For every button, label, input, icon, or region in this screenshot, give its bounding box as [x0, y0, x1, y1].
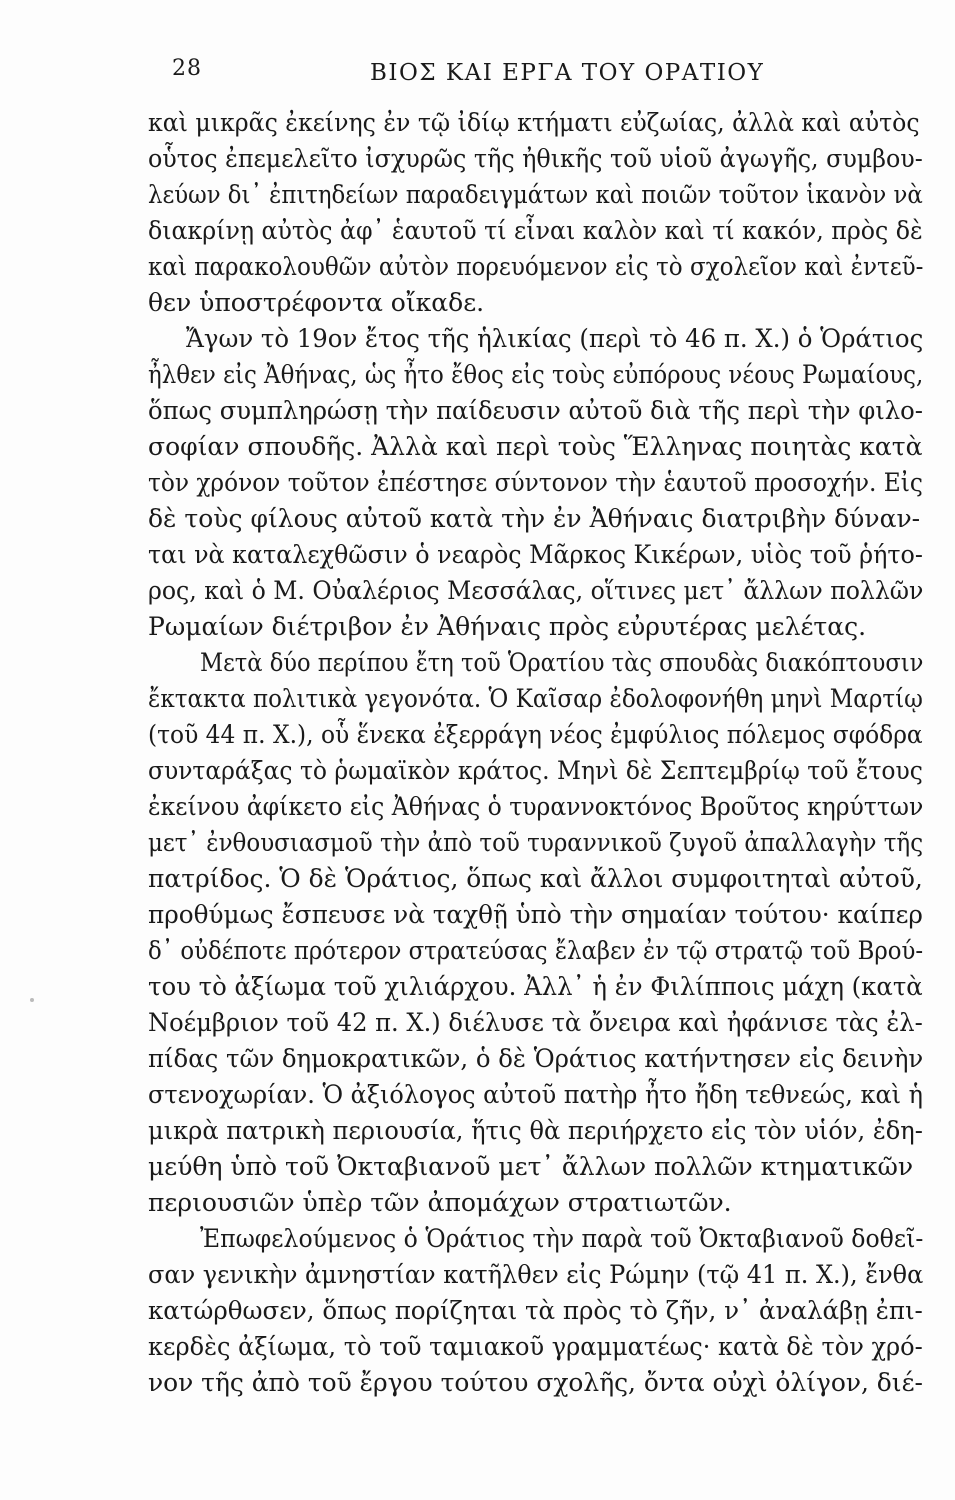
paper-speck — [30, 998, 34, 1002]
text-line: διακρίνῃ αὐτὸς ἀφ᾿ ἑαυτοῦ τί εἶναι καλὸν καὶ τί κακόν, πρὸς δὲ — [148, 216, 923, 245]
text-line: πατρίδος. Ὁ δὲ Ὁράτιος, ὅπως καὶ ἄλλοι συμφοιτηταὶ αὐτοῦ, — [148, 864, 923, 893]
text-line: μικρὰ πατρικὴ περιουσία, ἥτις θὰ περιήρχετο εἰς τὸν υἱόν, ἐδη- — [148, 1116, 923, 1145]
text-line: Νοέμβριον τοῦ 42 π. Χ.) διέλυσε τὰ ὄνειρα καὶ ἠφάνισε τὰς ἐλ- — [148, 1008, 923, 1037]
text-line: ἐκείνου ἀφίκετο εἰς Ἀθήνας ὁ τυραννοκτόνος Βροῦτος κηρύττων — [148, 792, 924, 821]
text-line: Ἄγων τὸ 19ον ἔτος τῆς ἡλικίας (περὶ τὸ 46 π. Χ.) ὁ Ὁράτιος — [186, 324, 924, 353]
text-line: (τοῦ 44 π. Χ.), οὗ ἕνεκα ἐξερράγη νέος ἐμφύλιος πόλεμος σφόδρα — [148, 720, 923, 749]
text-line: δ᾿ οὐδέποτε πρότερον στρατεύσας ἔλαβεν ἐν τῷ στρατῷ τοῦ Βρού- — [148, 936, 924, 965]
text-line: κερδὲς ἀξίωμα, τὸ τοῦ ταμιακοῦ γραμματέως· κατὰ δὲ τὸν χρό- — [148, 1332, 923, 1361]
running-title: ΒΙΟΣ ΚΑΙ ΕΡΓΑ ΤΟΥ ΟΡΑΤΙΟΥ — [370, 60, 765, 86]
text-line: Μετὰ δύο περίπου ἔτη τοῦ Ὁρατίου τὰς σπουδὰς διακόπτουσιν — [200, 648, 924, 677]
text-line: ρος, καὶ ὁ Μ. Οὐαλέριος Μεσσάλας, οἵτινες μετ᾿ ἄλλων πολλῶν — [148, 576, 924, 605]
text-line: κατώρθωσεν, ὅπως πορίζηται τὰ πρὸς τὸ ζῆν, ν᾿ ἀναλάβῃ ἐπι- — [148, 1296, 923, 1325]
text-line: πίδας τῶν δημοκρατικῶν, ὁ δὲ Ὁράτιος κατήντησεν εἰς δεινὴν — [148, 1044, 924, 1073]
text-line: ὅπως συμπληρώσῃ τὴν παίδευσιν αὐτοῦ διὰ τῆς περὶ τὴν φιλο- — [148, 396, 923, 425]
text-line: σαν γενικὴν ἀμνηστίαν κατῆλθεν εἰς Ρώμην (τῷ 41 π. Χ.), ἔνθα — [148, 1260, 924, 1289]
text-line: ἦλθεν εἰς Ἀθήνας, ὡς ἦτο ἔθος εἰς τοὺς εὐπόρους νέους Ρωμαίους, — [148, 360, 924, 389]
text-line: μεύθη ὑπὸ τοῦ Ὀκταβιανοῦ μετ᾿ ἄλλων πολλῶν κτηματικῶν — [148, 1152, 914, 1181]
text-line: δὲ τοὺς φίλους αὐτοῦ κατὰ τὴν ἐν Ἀθήναις διατριβὴν δύναν- — [148, 504, 921, 533]
text-line: σοφίαν σπουδῆς. Ἀλλὰ καὶ περὶ τοὺς Ἕλληνας ποιητὰς κατὰ — [148, 432, 923, 461]
text-line: οὗτος ἐπεμελεῖτο ἰσχυρῶς τῆς ἠθικῆς τοῦ υἱοῦ ἀγωγῆς, συμβου- — [148, 144, 923, 173]
text-line: περιουσιῶν ὑπὲρ τῶν ἀπομάχων στρατιωτῶν. — [148, 1188, 732, 1217]
text-line: του τὸ ἀξίωμα τοῦ χιλιάρχου. Ἀλλ᾿ ἡ ἐν Φιλίπποις μάχη (κατὰ — [148, 972, 923, 1001]
text-line: ἔκτακτα πολιτικὰ γεγονότα. Ὁ Καῖσαρ ἐδολοφονήθη μηνὶ Μαρτίῳ — [148, 684, 923, 713]
text-line: Ρωμαίων διέτριβον ἐν Ἀθήναις πρὸς εὐρυτέρας μελέτας. — [148, 612, 867, 641]
text-line: καὶ μικρᾶς ἐκείνης ἐν τῷ ἰδίῳ κτήματι εὐζωίας, ἀλλὰ καὶ αὐτὸς — [148, 108, 920, 137]
page-number: 28 — [172, 56, 202, 81]
text-line: νον τῆς ἀπὸ τοῦ ἔργου τούτου σχολῆς, ὄντα οὐχὶ ὀλίγον, διέ- — [148, 1368, 923, 1397]
text-line: στενοχωρίαν. Ὁ ἀξιόλογος αὐτοῦ πατὴρ ἦτο ἤδη τεθνεώς, καὶ ἡ — [148, 1080, 924, 1109]
text-line: Ἐπωφελούμενος ὁ Ὁράτιος τὴν παρὰ τοῦ Ὀκταβιανοῦ δοθεῖ- — [200, 1224, 924, 1253]
text-line: θεν ὑποστρέφοντα οἴκαδε. — [148, 288, 485, 317]
text-line: προθύμως ἔσπευσε νὰ ταχθῇ ὑπὸ τὴν σημαίαν τούτου· καίπερ — [148, 900, 923, 929]
text-line: καὶ παρακολουθῶν αὐτὸν πορευόμενον εἰς τὸ σχολεῖον καὶ ἐντεῦ- — [148, 252, 924, 281]
text-line: μετ᾿ ἐνθουσιασμοῦ τὴν ἀπὸ τοῦ τυραννικοῦ ζυγοῦ ἀπαλλαγὴν τῆς — [148, 828, 924, 857]
text-line: τὸν χρόνον τοῦτον ἐπέστησε σύντονον τὴν ἑαυτοῦ προσοχήν. Εἰς — [148, 468, 923, 497]
text-line: ται νὰ καταλεχθῶσιν ὁ νεαρὸς Μᾶρκος Κικέρων, υἱὸς τοῦ ῥήτο- — [148, 540, 923, 569]
text-line: συνταράξας τὸ ῥωμαϊκὸν κράτος. Μηνὶ δὲ Σεπτεμβρίῳ τοῦ ἔτους — [148, 756, 923, 785]
text-line: λεύων δι᾿ ἐπιτηδείων παραδειγμάτων καὶ ποιῶν τοῦτον ἱκανὸν νὰ — [148, 180, 923, 209]
